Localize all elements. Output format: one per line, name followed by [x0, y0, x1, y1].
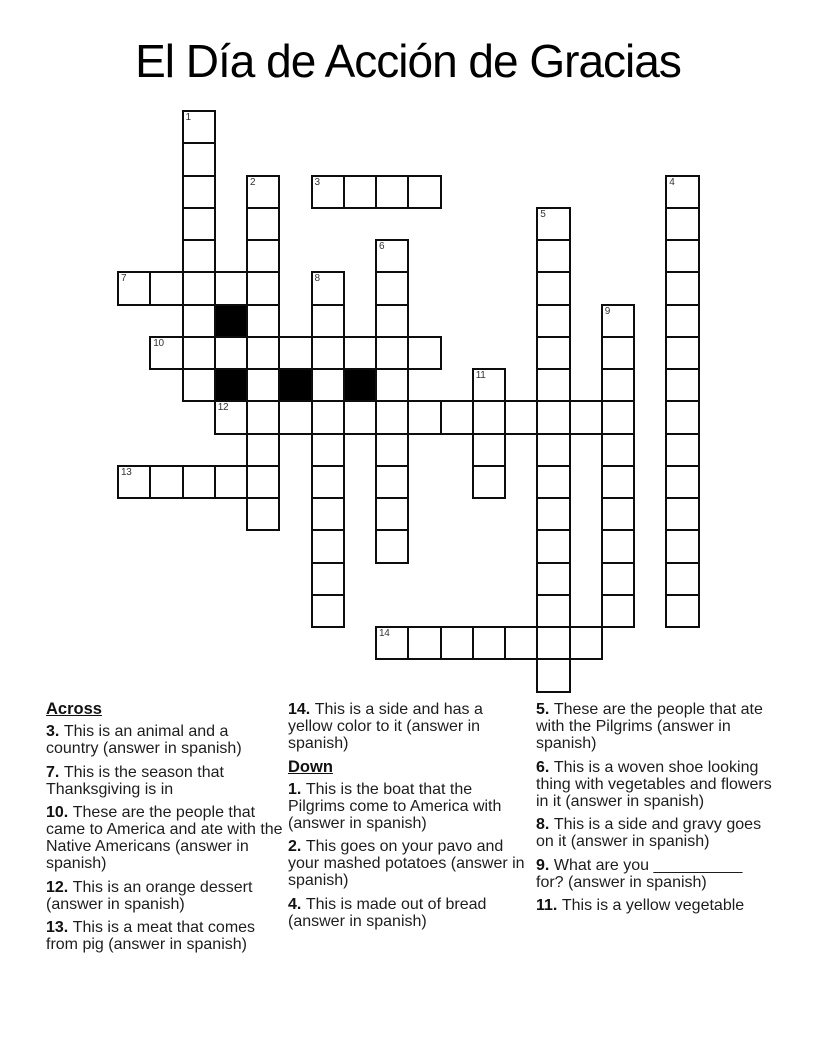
grid-cell[interactable]	[536, 658, 570, 692]
clue-text: What are you __________ for? (answer in spanish)	[536, 856, 743, 891]
grid-cell[interactable]	[375, 336, 409, 370]
clue-down-11	[536, 897, 773, 914]
clue-down-2	[288, 838, 525, 889]
grid-cell[interactable]	[569, 400, 603, 434]
grid-cell[interactable]	[601, 594, 635, 628]
clue-across-12	[46, 879, 283, 913]
grid-cell[interactable]	[665, 271, 699, 305]
cell-number: 4	[669, 176, 675, 188]
grid-cell[interactable]	[375, 239, 409, 273]
grid-cell[interactable]	[536, 239, 570, 273]
grid-cell[interactable]	[311, 497, 345, 531]
grid-cell[interactable]	[407, 626, 441, 660]
grid-cell[interactable]	[343, 336, 377, 370]
clue-text: These are the people that ate with the Pilgrims (answer in spanish)	[536, 701, 763, 752]
grid-cell[interactable]	[311, 465, 345, 499]
grid-cell[interactable]	[311, 562, 345, 596]
clue-text: This is the season that Thanksgiving is in	[46, 763, 224, 798]
clue-across-10	[46, 804, 283, 872]
crossword-grid	[117, 110, 700, 693]
grid-cell[interactable]	[311, 271, 345, 305]
grid-cell[interactable]	[504, 400, 538, 434]
clue-number: 5.	[536, 701, 550, 718]
grid-cell[interactable]	[311, 529, 345, 563]
grid-cell[interactable]	[601, 529, 635, 563]
across-header: Across	[46, 700, 102, 718]
grid-cell[interactable]	[665, 497, 699, 531]
clue-text: This is a side and has a yellow color to it (answer in spanish)	[288, 701, 483, 752]
grid-cell[interactable]	[246, 400, 280, 434]
grid-cell[interactable]	[375, 368, 409, 402]
grid-cell[interactable]	[182, 110, 216, 144]
grid-cell[interactable]	[665, 465, 699, 499]
grid-cell[interactable]	[601, 497, 635, 531]
clue-text: This is a side and gravy goes on it (answer in spanish)	[536, 816, 762, 850]
grid-cell[interactable]	[601, 433, 635, 467]
grid-cell-black	[278, 368, 312, 402]
clue-down-6	[536, 759, 773, 810]
cell-number: 12	[217, 402, 229, 414]
grid-cell[interactable]	[665, 239, 699, 273]
clue-number: 9.	[536, 856, 550, 874]
grid-cell[interactable]	[472, 433, 506, 467]
grid-cell[interactable]	[665, 175, 699, 209]
clue-number: 13.	[46, 919, 69, 936]
grid-cell[interactable]	[665, 594, 699, 628]
cell-number: 1	[185, 112, 191, 123]
grid-cell[interactable]	[375, 465, 409, 499]
grid-cell[interactable]	[182, 239, 216, 273]
clue-number: 8.	[536, 816, 550, 833]
grid-cell[interactable]	[665, 207, 699, 241]
grid-cell[interactable]	[375, 626, 409, 660]
grid-cell[interactable]	[375, 400, 409, 434]
grid-cell[interactable]	[214, 336, 248, 370]
clue-across-7	[46, 764, 283, 798]
clue-text: This is a yellow vegetable	[561, 897, 745, 914]
clue-text: This is an animal and a country (answer in spanish)	[46, 723, 242, 757]
cell-number: 11	[475, 370, 486, 381]
cell-number: 2	[250, 176, 256, 188]
down-header: Down	[288, 757, 333, 776]
grid-cell[interactable]	[601, 368, 635, 402]
grid-cell[interactable]	[182, 465, 216, 499]
clue-down-5	[536, 701, 773, 752]
grid-cell[interactable]	[536, 562, 570, 596]
clue-text: This is the boat that the Pilgrims come to America with (answer in spanish)	[288, 780, 502, 832]
grid-cell[interactable]	[375, 497, 409, 531]
grid-cell[interactable]	[246, 497, 280, 531]
grid-cell[interactable]	[569, 626, 603, 660]
clue-across-3	[46, 723, 283, 757]
grid-cell[interactable]	[117, 271, 151, 305]
grid-cell[interactable]	[246, 304, 280, 338]
grid-cell[interactable]	[246, 433, 280, 467]
clue-down-9	[536, 857, 773, 891]
clue-down-4	[288, 896, 525, 930]
grid-cell[interactable]	[246, 207, 280, 241]
grid-cell[interactable]	[311, 594, 345, 628]
grid-cell[interactable]	[536, 400, 570, 434]
grid-cell[interactable]	[311, 400, 345, 434]
clue-number: 6.	[536, 758, 550, 776]
clue-number: 2.	[288, 838, 302, 855]
cell-number: 3	[314, 176, 320, 188]
grid-cell[interactable]	[246, 175, 280, 209]
grid-cell[interactable]	[601, 336, 635, 370]
grid-cell[interactable]	[536, 207, 570, 241]
grid-cell[interactable]	[214, 271, 248, 305]
grid-cell[interactable]	[311, 175, 345, 209]
grid-cell[interactable]	[182, 271, 216, 305]
clue-number: 10.	[46, 804, 69, 821]
grid-cell[interactable]	[536, 336, 570, 370]
grid-cell-black	[214, 304, 248, 338]
clue-number: 1.	[288, 780, 302, 798]
grid-cell[interactable]	[375, 529, 409, 563]
grid-cell[interactable]	[375, 433, 409, 467]
cell-number: 7	[121, 273, 127, 285]
grid-cell[interactable]	[665, 529, 699, 563]
grid-cell[interactable]	[343, 175, 377, 209]
clue-number: 7.	[46, 763, 60, 781]
grid-cell[interactable]	[536, 304, 570, 338]
grid-cell[interactable]	[536, 368, 570, 402]
clue-text: This is made out of bread (answer in spanish)	[288, 895, 487, 930]
grid-cell[interactable]	[536, 529, 570, 563]
grid-cell[interactable]	[311, 433, 345, 467]
grid-cell[interactable]	[665, 368, 699, 402]
grid-cell[interactable]	[246, 465, 280, 499]
cell-number: 5	[540, 208, 546, 220]
grid-cell[interactable]	[149, 336, 183, 370]
grid-cell[interactable]	[117, 465, 151, 499]
grid-cell[interactable]	[665, 433, 699, 467]
grid-cell[interactable]	[214, 400, 248, 434]
grid-cell[interactable]	[375, 175, 409, 209]
grid-cell[interactable]	[311, 368, 345, 402]
grid-cell[interactable]	[536, 594, 570, 628]
clue-number: 4.	[288, 895, 302, 913]
clue-text: This is an orange dessert (answer in spanish)	[46, 878, 253, 913]
cell-number: 8	[314, 273, 320, 285]
grid-cell[interactable]	[440, 626, 474, 660]
grid-cell[interactable]	[182, 336, 216, 370]
cell-number: 13	[121, 466, 132, 478]
grid-cell[interactable]	[246, 271, 280, 305]
grid-cell[interactable]	[536, 433, 570, 467]
clue-text: This goes on your pavo and your mashed potatoes (answer in spanish)	[288, 838, 525, 889]
grid-cell[interactable]	[536, 626, 570, 660]
grid-cell[interactable]	[601, 304, 635, 338]
grid-cell[interactable]	[149, 465, 183, 499]
grid-cell[interactable]	[665, 336, 699, 370]
grid-cell[interactable]	[182, 175, 216, 209]
grid-cell[interactable]	[601, 400, 635, 434]
grid-cell[interactable]	[375, 271, 409, 305]
grid-cell[interactable]	[407, 175, 441, 209]
clue-down-8	[536, 816, 773, 850]
page-title: El Día de Acción de Gracias	[135, 35, 681, 87]
clue-text: These are the people that came to America and ate with the Native Americans (answer in spanish)	[46, 804, 283, 872]
grid-cell[interactable]	[246, 368, 280, 402]
clue-number: 3.	[46, 723, 60, 740]
cell-number: 9	[604, 305, 611, 317]
grid-cell[interactable]	[440, 400, 474, 434]
grid-cell[interactable]	[375, 304, 409, 338]
grid-cell[interactable]	[665, 304, 699, 338]
clues-column-2	[288, 701, 525, 936]
grid-cell-black	[343, 368, 377, 402]
grid-cell[interactable]	[665, 562, 699, 596]
clue-text: This is a meat that comes from pig (answer in spanish)	[46, 919, 256, 953]
grid-cell[interactable]	[665, 400, 699, 434]
grid-cell[interactable]	[601, 562, 635, 596]
grid-cell[interactable]	[472, 626, 506, 660]
grid-cell[interactable]	[214, 465, 248, 499]
grid-cell[interactable]	[182, 368, 216, 402]
grid-cell[interactable]	[246, 239, 280, 273]
grid-cell-black	[214, 368, 248, 402]
clue-text: This is a woven shoe looking thing with vegetables and flowers in it (answer in spanish)	[536, 758, 772, 810]
clue-number: 12.	[46, 878, 69, 896]
grid-cell[interactable]	[472, 400, 506, 434]
clue-across-14	[288, 701, 525, 752]
grid-cell[interactable]	[472, 368, 506, 402]
clue-number: 14.	[288, 701, 311, 718]
grid-cell[interactable]	[311, 336, 345, 370]
grid-cell[interactable]	[407, 336, 441, 370]
grid-cell[interactable]	[601, 465, 635, 499]
grid-cell[interactable]	[536, 271, 570, 305]
grid-cell[interactable]	[278, 400, 312, 434]
grid-cell[interactable]	[407, 400, 441, 434]
grid-cell[interactable]	[149, 271, 183, 305]
cell-number: 6	[379, 241, 385, 252]
grid-cell[interactable]	[182, 142, 216, 176]
clue-down-1	[288, 781, 525, 832]
grid-cell[interactable]	[536, 465, 570, 499]
grid-cell[interactable]	[311, 304, 345, 338]
clue-number: 11.	[536, 897, 558, 914]
clues-column-1	[46, 701, 283, 960]
grid-cell[interactable]	[182, 304, 216, 338]
grid-cell[interactable]	[536, 497, 570, 531]
clue-across-13	[46, 919, 283, 953]
cell-number: 10	[153, 337, 164, 349]
grid-cell[interactable]	[472, 465, 506, 499]
grid-cell[interactable]	[182, 207, 216, 241]
grid-cell[interactable]	[278, 336, 312, 370]
grid-cell[interactable]	[504, 626, 538, 660]
grid-cell[interactable]	[246, 336, 280, 370]
grid-cell[interactable]	[343, 400, 377, 434]
cell-number: 14	[379, 628, 390, 639]
clues-column-3	[536, 701, 773, 921]
